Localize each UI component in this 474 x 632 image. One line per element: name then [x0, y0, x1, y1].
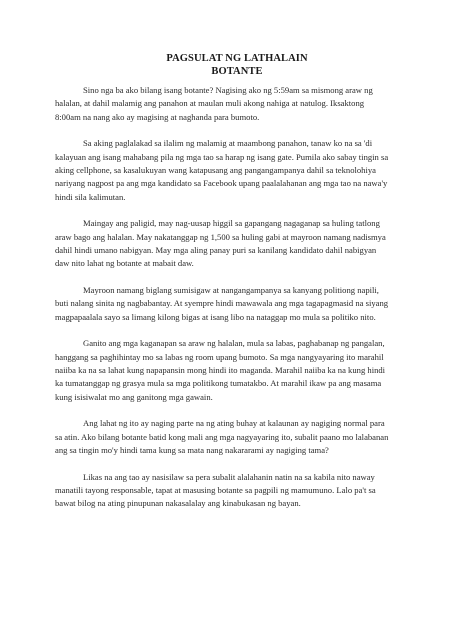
paragraph-3 — [55, 217, 431, 270]
paragraph-line: Sino nga ba ako bilang isang botante? Nagising ako ng 5:59am sa mismong araw ng — [83, 85, 373, 95]
paragraph-5 — [55, 337, 431, 403]
paragraph-7 — [55, 471, 431, 511]
paragraph-line: halalan, at dahil malamig ang panahon at maulan muli akong nahiga at natulog. Iksaktong — [55, 98, 365, 109]
paragraph-line: dahil hindi umano nabigyan. May mga aling panay puri sa kanilang kandidato dahil nabigyan — [55, 244, 377, 255]
paragraph-line: manatili tayong responsable, tapat at masusing botante sa pagpili ng mamumuno. Lalo pa't sa — [55, 485, 376, 496]
paragraph-line: bawat bilog na ating pinupunan nakasalalay ang kinabukasan ng bayan. — [55, 498, 301, 509]
paragraph-line: Sa aking paglalakad sa ilalim ng malamig at maambong panahon, tanaw ko na sa 'di — [83, 138, 373, 149]
document-header — [0, 52, 474, 78]
paragraph-line: hindi sila kalimutan. — [55, 191, 126, 202]
paragraph-line: kalayuan ang isang mahabang pila ng mga tao sa harap ng isang gate. Pumila ako sabay tingin sa — [55, 151, 389, 162]
paragraph-line: 8:00am na nang ako ay magising at naghanda para bumoto. — [55, 111, 260, 122]
document-subtitle: BOTANTE — [211, 66, 263, 77]
paragraph-line: kung isisiwalat mo ang ganitong mga gawain. — [55, 391, 213, 402]
paragraph-line: hanggang sa paghihintay mo sa labas ng room upang bumoto. Sa mga nangyayaring ito marahil — [55, 351, 384, 362]
paragraph-1 — [55, 84, 431, 124]
paragraph-line: ka tumatanggap ng grasya mula sa mga politikong tumatakbo. At marahil ikaw pa ang masama — [55, 378, 382, 389]
paragraph-6 — [55, 417, 431, 457]
paragraph-line: naiiba ka na sa lahat kung napapansin mong hindi ito maganda. Marahil naiiba ka na kung hindi — [55, 365, 386, 376]
paragraph-line: buti nalang sinita ng nagbabantay. At syempre hindi mawawala ang mga tagapagmasid na siyang — [55, 298, 389, 309]
paragraph-line: Ang lahat ng ito ay naging parte na ng ating buhay at kalaunan ay nagiging normal para — [83, 418, 385, 429]
document-title: PAGSULAT NG LATHALAIN — [166, 53, 308, 64]
paragraph-line: Likas na ang tao ay nasisilaw sa pera subalit alalahanin natin na sa kabila nito naway — [83, 471, 375, 482]
paragraph-line: Mayroon namang biglang sumisigaw at nangangampanya sa kanyang politiong napili, — [83, 285, 379, 296]
paragraph-line: daw nito lahat ng botante at mabait daw. — [55, 258, 194, 269]
paragraph-line: sa atin. Ako bilang botante batid kong mali ang mga nagyayaring ito, subalit paano mo lalabanan — [55, 431, 389, 442]
paragraph-line: araw bago ang halalan. May nakatanggap ng 1,500 sa huling gabi at mayroon namang nadismya — [55, 231, 386, 242]
document-body — [55, 84, 431, 524]
paragraph-line: Ganito ang mga kaganapan sa araw ng halalan, mula sa labas, paghabanap ng pangalan, — [83, 338, 385, 349]
paragraph-line: Maingay ang paligid, may nag-uusap higgil sa gapangang nagaganap sa huling tatlong — [83, 218, 380, 229]
paragraph-line: aking cellphone, sa kasalukuyan wang katapusang ang pangangampanya dahil sa teknolohiya — [55, 164, 376, 175]
paragraph-line: ang sa tingin mo'y hindi tama kung sa mata nang nakararami ay nagiging tama? — [55, 445, 329, 456]
paragraph-4 — [55, 284, 431, 324]
paragraph-line: nariyang nagpost pa ang mga kandidato sa Facebook upang paalalahanan ang mga tao na nawa'y — [55, 178, 388, 189]
paragraph-line: magpapaalala sayo sa limang kilong bigas at isang libo na nataggap mo mula sa politiko nito. — [55, 311, 376, 322]
paragraph-2 — [55, 137, 431, 203]
